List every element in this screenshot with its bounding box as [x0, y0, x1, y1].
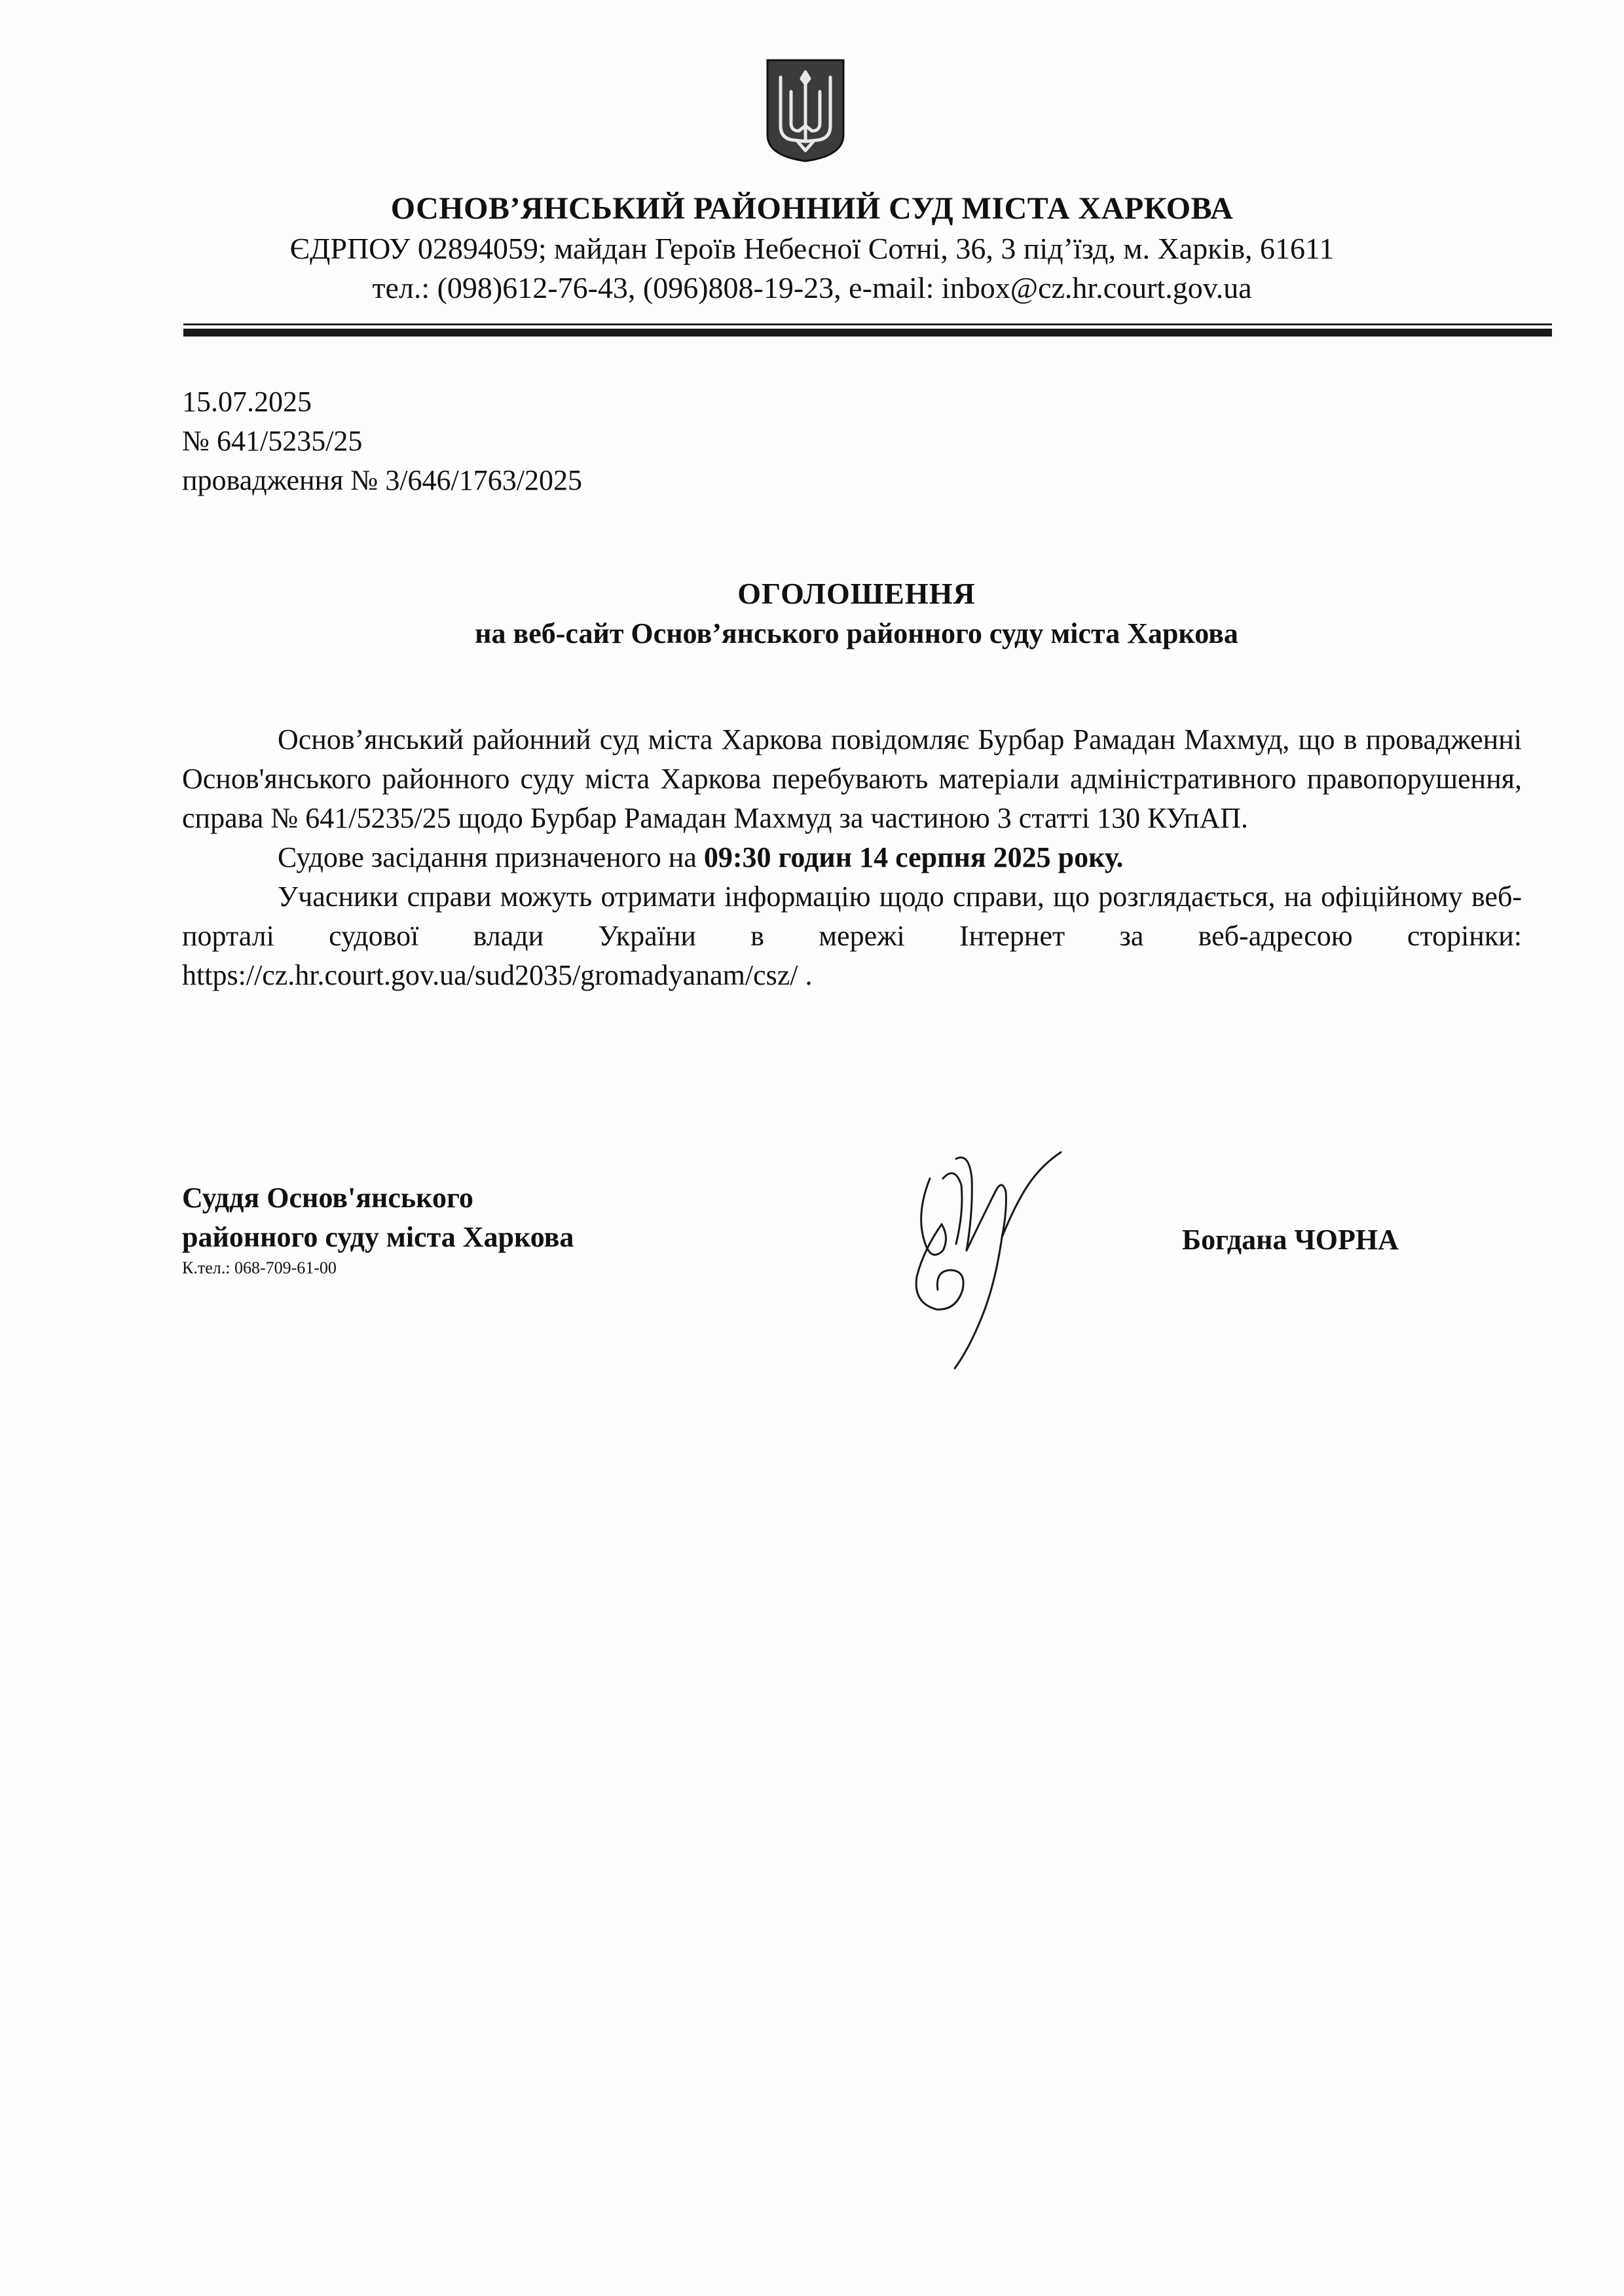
coat-of-arms-icon [765, 58, 846, 162]
judge-title-line1: Суддя Основ'янського [182, 1182, 473, 1214]
letterhead [182, 189, 1442, 308]
proceeding-number: провадження № 3/646/1763/2025 [182, 464, 582, 496]
paragraph-hearing [182, 838, 1522, 877]
judge-phone: К.тел.: 068-709-61-00 [182, 1258, 337, 1277]
title-subtitle: на веб-сайт Основ’янського районного суду міста Харкова [475, 617, 1238, 649]
announcement-body [182, 720, 1522, 995]
hearing-prefix: Судове засідання призначеного на [278, 841, 704, 873]
judge-name: Богдана ЧОРНА [1182, 1224, 1399, 1256]
announcement-title [182, 574, 1531, 653]
document-date: 15.07.2025 [182, 386, 312, 418]
title-main: ОГОЛОШЕННЯ [737, 577, 976, 610]
reference-block [182, 382, 582, 500]
info-end: . [798, 959, 813, 991]
header-divider-thin [183, 323, 1552, 325]
info-text: Учасники справи можуть отримати інформацію щодо справи, що розглядається, на офіційному веб-порталі судової влади України в мережі Інтернет за веб-адресою сторінки: [182, 881, 1522, 952]
court-portal-link[interactable]: https://cz.hr.court.gov.ua/sud2035/gromadyanam/csz/ [182, 959, 798, 991]
hearing-datetime: 09:30 годин 14 серпня 2025 року. [703, 841, 1124, 873]
case-number: № 641/5235/25 [182, 425, 363, 457]
court-address: ЄДРПОУ 02894059; майдан Героїв Небесної Сотні, 36, 3 під’їзд, м. Харків, 61611 [289, 232, 1335, 265]
judge-title-block [182, 1178, 574, 1279]
handwritten-signature [904, 1139, 1074, 1375]
court-name: ОСНОВ’ЯНСЬКИЙ РАЙОННИЙ СУД МІСТА ХАРКОВА [390, 191, 1234, 226]
paragraph-notice: Основ’янський районний суд міста Харкова повідомляє Бурбар Рамадан Махмуд, що в провадженні Основ'янського районного суду міста Харкова перебувають матеріали адміністративного правопорушення, справа № 641/5235/25 щодо Бурбар Рамадан Махмуд за частиною 3 статті 130 КУпАП. [182, 723, 1522, 834]
header-divider-thick [183, 329, 1552, 337]
judge-title-line2: районного суду міста Харкова [182, 1221, 574, 1253]
court-contacts: тел.: (098)612-76-43, (096)808-19-23, e-mail: inbox@cz.hr.court.gov.ua [372, 271, 1252, 304]
paragraph-info [182, 877, 1522, 995]
